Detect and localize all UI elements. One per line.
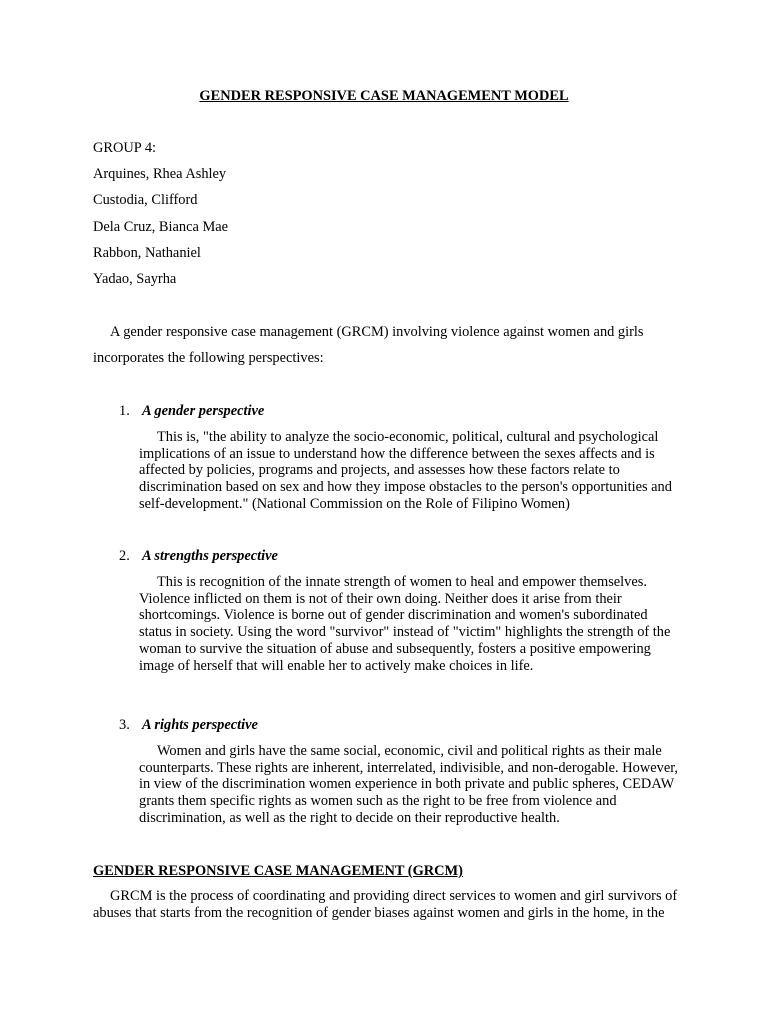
list-number: 1. (119, 403, 130, 419)
list-number: 2. (119, 548, 130, 564)
perspective-label: A gender perspective (142, 403, 265, 419)
perspective-text: This is recognition of the innate strength of women to heal and empower themselves. Violence inflicted on them is not of their own doing. Neither does it arise from their shortcomings. Violence is borne out of gender discrimination and women's subordinated status in society. Using the word "survivor" instead of "victim" highlights the strength of the woman to survive the situation of abuse and subsequently, fosters a positive empowering image of herself that will enable her to actively make choices in life. (139, 574, 671, 674)
perspective-body (139, 429, 679, 513)
perspective-heading (119, 401, 264, 421)
member-name: Custodia, Clifford (93, 192, 198, 208)
section-text: GRCM is the process of coordinating and providing direct services to women and girl survivors of abuses that starts from the recognition of gender biases against women and girls in the home, in the (93, 888, 678, 921)
section-paragraph (93, 888, 683, 922)
perspective-label: A rights perspective (142, 717, 258, 733)
intro-paragraph (93, 319, 683, 371)
section-heading: GENDER RESPONSIVE CASE MANAGEMENT (GRCM) (93, 863, 463, 879)
intro-text: A gender responsive case management (GRCM) involving violence against women and girls incorporates the following perspectives: (93, 324, 644, 366)
perspective-label: A strengths perspective (142, 548, 278, 564)
member-name: Yadao, Sayrha (93, 271, 177, 287)
perspective-text: This is, "the ability to analyze the socio-economic, political, cultural and psychological implications of an issue to understand how the difference between the sexes affects and is affected by policies, programs and projects, and assesses how these factors relate to discrimination based on sex and how they impose obstacles to the person's opportunities and self-development." (National Commission on the Role of Filipino Women) (139, 429, 672, 512)
document-title: GENDER RESPONSIVE CASE MANAGEMENT MODEL (199, 88, 569, 104)
perspective-heading (119, 546, 278, 566)
list-number: 3. (119, 717, 130, 733)
group-label: GROUP 4: (93, 140, 157, 156)
perspective-body (139, 574, 679, 674)
perspective-body (139, 743, 679, 827)
member-name: Arquines, Rhea Ashley (93, 166, 227, 182)
perspective-heading (119, 715, 258, 735)
perspective-text: Women and girls have the same social, economic, civil and political rights as their male counterparts. These rights are inherent, interrelated, indivisible, and non-derogable. However, in view of the discrimination women experience in both private and public spheres, CEDAW grants them specific rights as women such as the right to be free from violence and discrimination, as well as the right to decide on their reproductive health. (139, 743, 679, 826)
member-name: Rabbon, Nathaniel (93, 245, 201, 261)
member-name: Dela Cruz, Bianca Mae (93, 219, 229, 235)
